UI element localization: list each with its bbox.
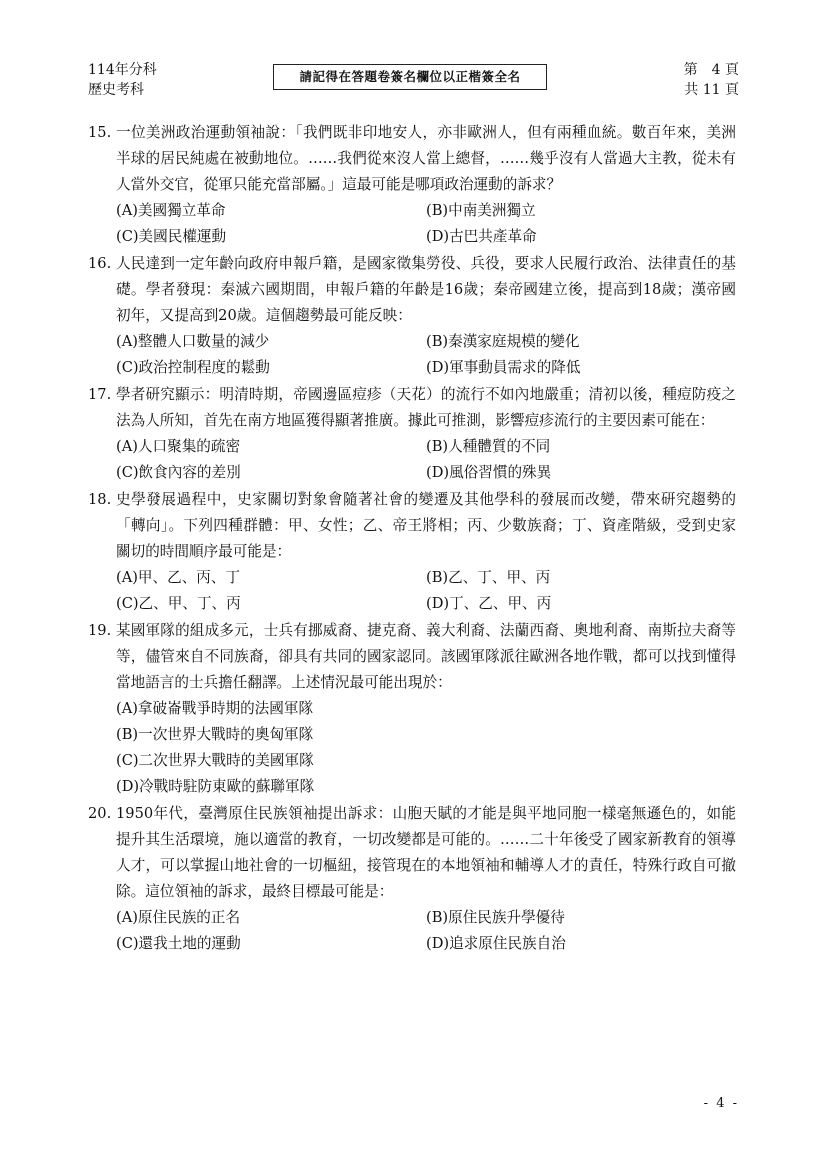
header-left [88, 60, 157, 100]
header-right [684, 60, 739, 100]
option-c: (C)乙、甲、丁、丙 [116, 595, 241, 612]
option-a: (A)原住民族的正名 [116, 909, 241, 926]
question-stem: 一位美洲政治運動領袖說：「我們既非印地安人，亦非歐洲人，但有兩種血統。數百年來，美洲半球的居民純處在被動地位。……我們從來沒人當上總督，……幾乎沒有人當過大主教，從未有人當外交官，從軍只能充當部屬。」這最可能是哪項政治運動的訴求？ [116, 124, 736, 193]
question-stem: 史學發展過程中，史家關切對象會隨著社會的變遷及其他學科的發展而改變，帶來研究趨勢的「轉向」。下列四種群體：甲、女性；乙、帝王將相；丙、少數族裔；丁、資產階級，受到史家關切的時間順序最可能是： [116, 491, 736, 560]
option-list [88, 565, 736, 617]
question-number: 16. [88, 255, 112, 272]
total-pages: 共 11 頁 [684, 82, 739, 98]
option-c: (C)美國民權運動 [116, 228, 227, 245]
option-a: (A)人口聚集的疏密 [116, 438, 241, 455]
question-stem: 1950年代，臺灣原住民族領袖提出訴求：山胞天賦的才能是與平地同胞一樣毫無遜色的，如能提升其生活環境，施以適當的教育，一切改變都是可能的。……二十年後受了國家新教育的領導人才，可以掌握山地社會的一切樞紐，接管現在的本地領袖和輔導人才的責任，特殊行政自可撤除。這位領袖的訴求，最終目標最可能是： [116, 805, 736, 900]
option-d: (D)丁、乙、甲、丙 [426, 595, 552, 612]
question-stem: 學者研究顯示：明清時期，帝國邊區痘疹（天花）的流行不如內地嚴重；清初以後，種痘防疫之法為人所知，首先在南方地區獲得顯著推廣。據此可推測，影響痘疹流行的主要因素可能在： [116, 386, 736, 429]
option-d: (D)追求原住民族自治 [426, 935, 566, 952]
exam-subject: 歷史考科 [88, 82, 144, 98]
option-b: (B)中南美洲獨立 [426, 202, 536, 219]
option-c: (C)還我土地的運動 [116, 935, 241, 952]
option-list [88, 696, 736, 800]
question-19 [88, 618, 736, 800]
exam-year: 114年分科 [88, 62, 157, 78]
question-number: 19. [88, 622, 112, 639]
option-list [88, 905, 736, 957]
option-b: (B)人種體質的不同 [426, 438, 551, 455]
option-a: (A)美國獨立革命 [116, 202, 226, 219]
option-list [88, 434, 736, 486]
page-footer-number: - 4 - [703, 1096, 739, 1111]
question-15 [88, 120, 736, 250]
question-number: 18. [88, 491, 112, 508]
question-list [88, 120, 736, 958]
option-list [88, 198, 736, 250]
option-c: (C)飲食內容的差別 [116, 464, 241, 481]
question-number: 20. [88, 805, 112, 822]
option-b: (B)秦漢家庭規模的變化 [426, 333, 580, 350]
signature-notice: 請記得在答題卷簽名欄位以正楷簽全名 [273, 64, 547, 90]
question-17 [88, 382, 736, 486]
option-c: (C)二次世界大戰時的美國軍隊 [116, 752, 314, 769]
question-18 [88, 487, 736, 617]
option-d: (D)風俗習慣的殊異 [426, 464, 552, 481]
option-a: (A)整體人口數量的減少 [116, 333, 270, 350]
option-d: (D)冷戰時駐防東歐的蘇聯軍隊 [116, 778, 315, 795]
option-c: (C)政治控制程度的鬆動 [116, 359, 270, 376]
option-d: (D)古巴共產革命 [426, 228, 537, 245]
option-b: (B)原住民族升學優待 [426, 909, 565, 926]
option-d: (D)軍事動員需求的降低 [426, 359, 581, 376]
page-indicator: 第 4 頁 [683, 62, 739, 78]
option-list [88, 329, 736, 381]
option-a: (A)拿破崙戰爭時期的法國軍隊 [116, 700, 314, 717]
option-b: (B)乙、丁、甲、丙 [426, 569, 551, 586]
question-20 [88, 801, 736, 957]
question-stem: 人民達到一定年齡向政府申報戶籍，是國家徵集勞役、兵役，要求人民履行政治、法律責任的基礎。學者發現：秦滅六國期間，申報戶籍的年齡是16歲；秦帝國建立後，提高到18歲；漢帝國初年，又提高到20歲。這個趨勢最可能反映： [116, 255, 736, 324]
question-number: 17. [88, 386, 112, 403]
question-number: 15. [88, 124, 112, 141]
question-16 [88, 251, 736, 381]
question-stem: 某國軍隊的組成多元，士兵有挪威裔、捷克裔、義大利裔、法蘭西裔、奧地利裔、南斯拉夫裔等等，儘管來自不同族裔，卻具有共同的國家認同。該國軍隊派往歐洲各地作戰，都可以找到懂得當地語言的士兵擔任翻譯。上述情況最可能出現於： [116, 622, 736, 691]
option-b: (B)一次世界大戰時的奧匈軍隊 [116, 726, 314, 743]
option-a: (A)甲、乙、丙、丁 [116, 569, 241, 586]
